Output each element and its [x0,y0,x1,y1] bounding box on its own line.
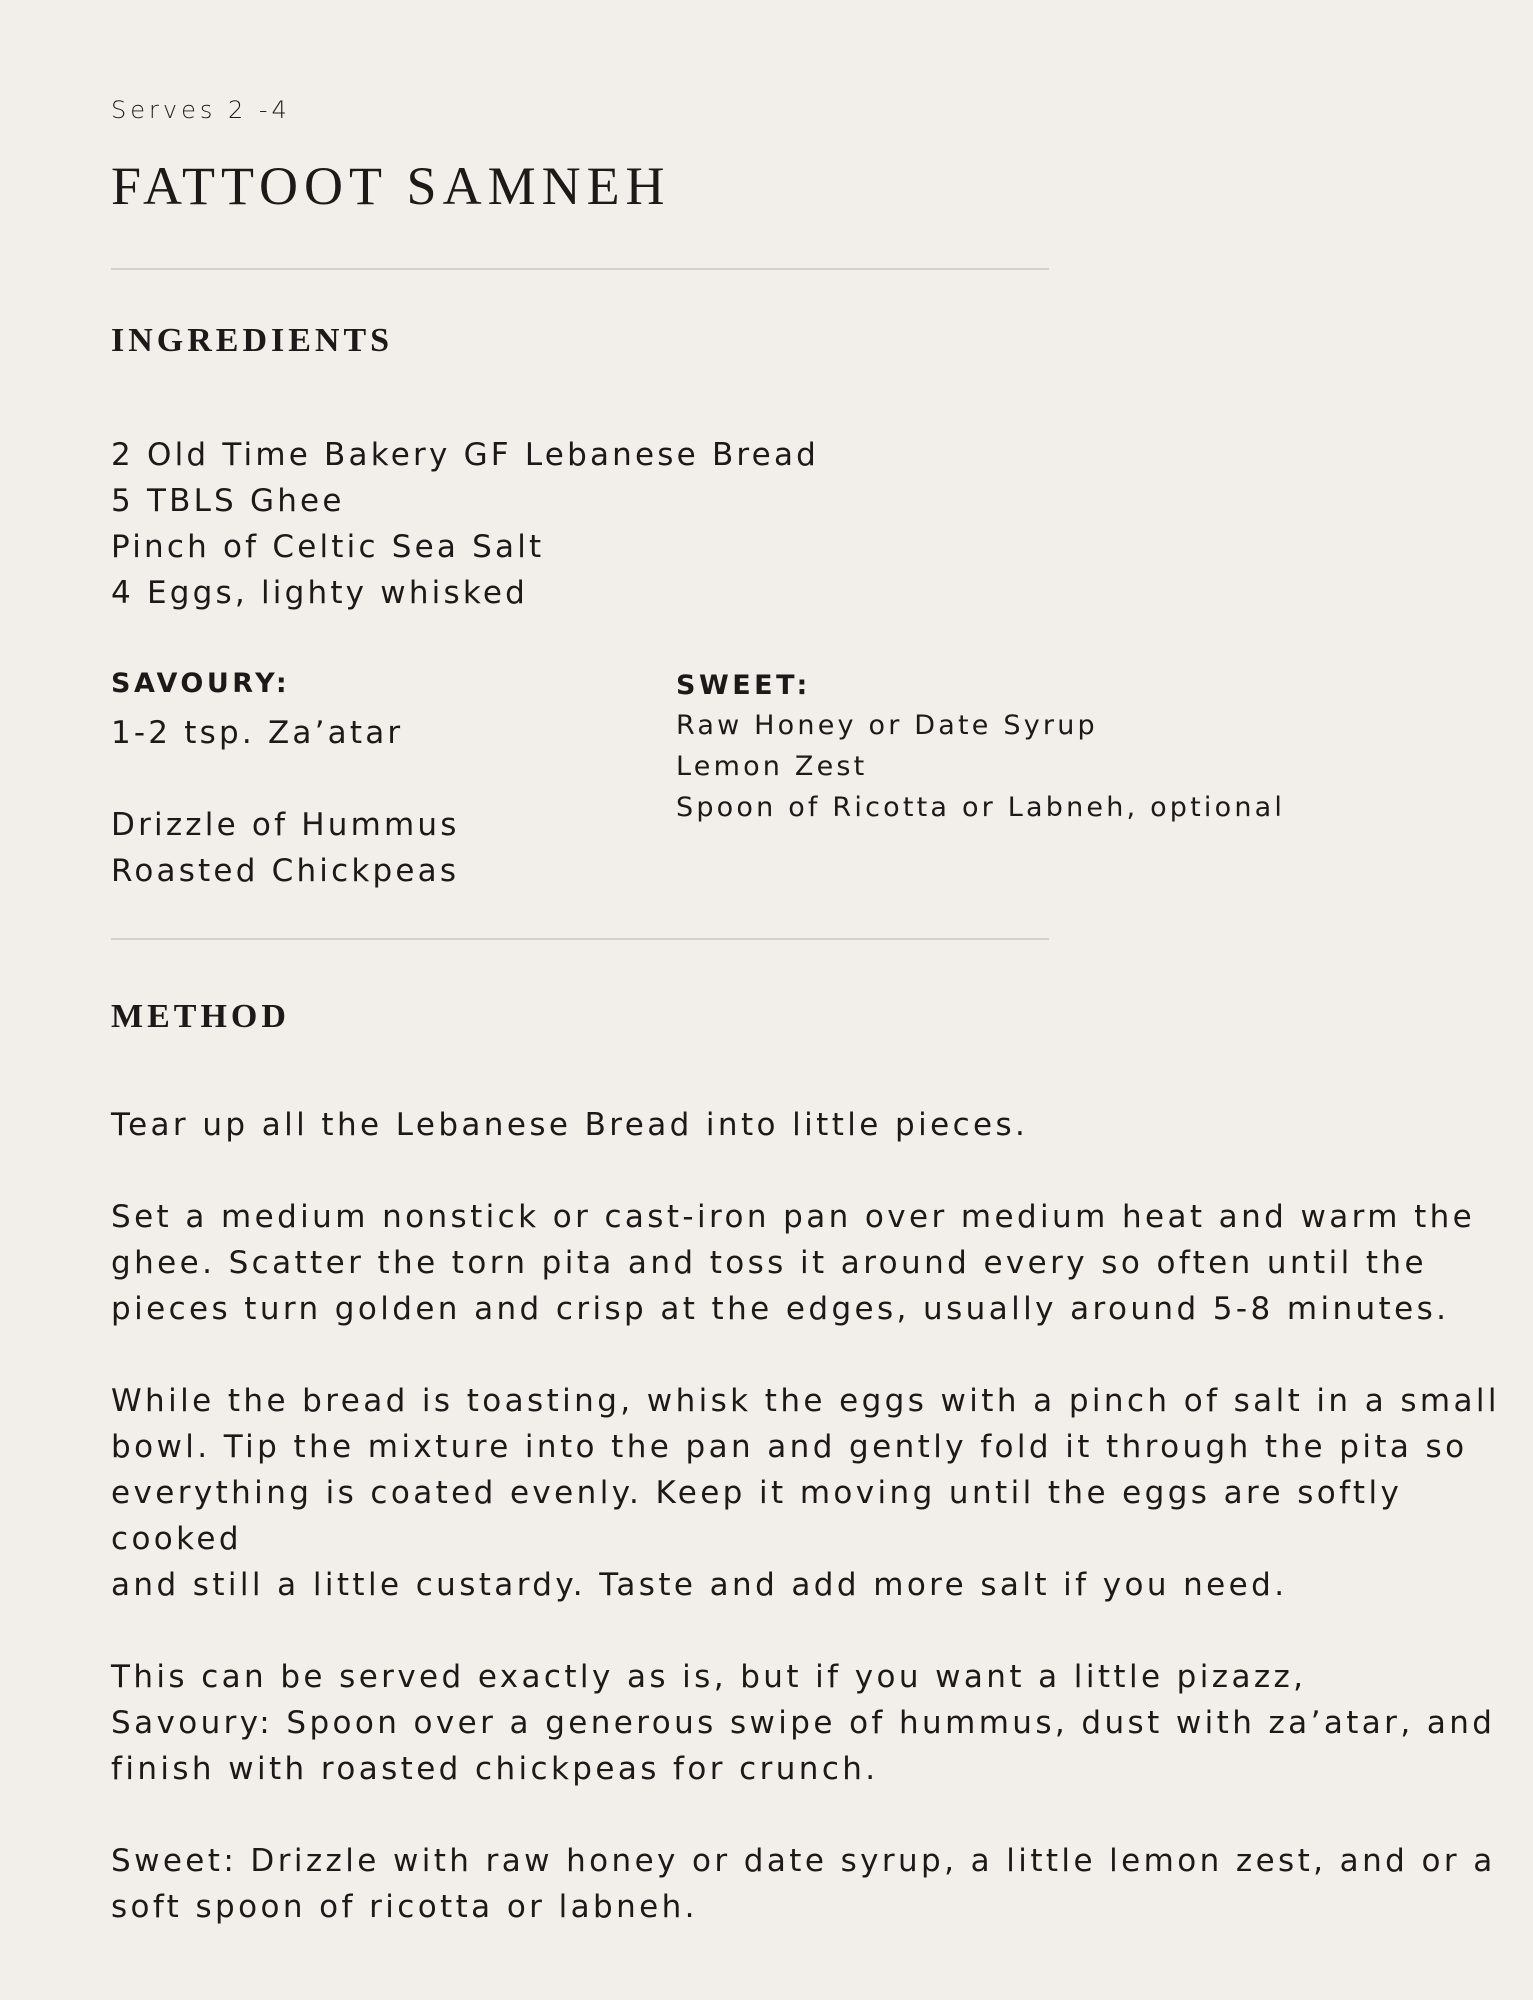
list-spacer [111,756,460,802]
savoury-item: Roasted Chickpeas [111,853,460,889]
ingredients-list [111,432,819,616]
method-steps [111,1102,1531,1976]
savoury-item: 1-2 tsp. Za’atar [111,715,404,751]
savoury-list [111,710,460,894]
sweet-item: Raw Honey or Date Syrup [676,710,1098,741]
serves-label: Serves 2 -4 [111,96,291,124]
recipe-title: FATTOOT SAMNEH [111,156,671,216]
divider-middle [111,938,1049,940]
ingredient-item: Pinch of Celtic Sea Salt [111,529,545,565]
method-heading: METHOD [111,998,290,1035]
sweet-item: Spoon of Ricotta or Labneh, optional [676,792,1286,823]
savoury-heading: SAVOURY: [111,668,291,699]
ingredient-item: 4 Eggs, lighty whisked [111,575,529,611]
sweet-heading: SWEET: [676,670,811,701]
sweet-list [676,705,1285,828]
ingredient-item: 2 Old Time Bakery GF Lebanese Bread [111,437,820,473]
method-paragraph: Tear up all the Lebanese Bread into little pieces. [111,1107,1029,1143]
savoury-item: Drizzle of Hummus [111,807,460,843]
method-paragraph: Sweet: Drizzle with raw honey or date syrup, a little lemon zest, and or a soft spoon of ricotta or labneh. [111,1843,1496,1925]
ingredients-heading: INGREDIENTS [111,322,394,359]
sweet-item: Lemon Zest [676,751,868,782]
method-paragraph: This can be served exactly as is, but if you want a little pizazz, Savoury: Spoon over a generous swipe of hummus, dust with za’atar, and finish with roasted chickpeas for crunch. [111,1659,1496,1787]
method-paragraph: While the bread is toasting, whisk the eggs with a pinch of salt in a small bowl. Tip the mixture into the pan and gently fold it through the pita so everything is coated evenly. Keep it moving until the eggs are softly cooked and still a little custardy. Taste and add more salt if you need. [111,1383,1500,1603]
ingredient-item: 5 TBLS Ghee [111,483,345,519]
divider-top [111,268,1049,270]
method-paragraph: Set a medium nonstick or cast-iron pan over medium heat and warm the ghee. Scatter the torn pita and toss it around every so often until the pieces turn golden and crisp at the edges, usually around 5-8 minutes. [111,1199,1476,1327]
